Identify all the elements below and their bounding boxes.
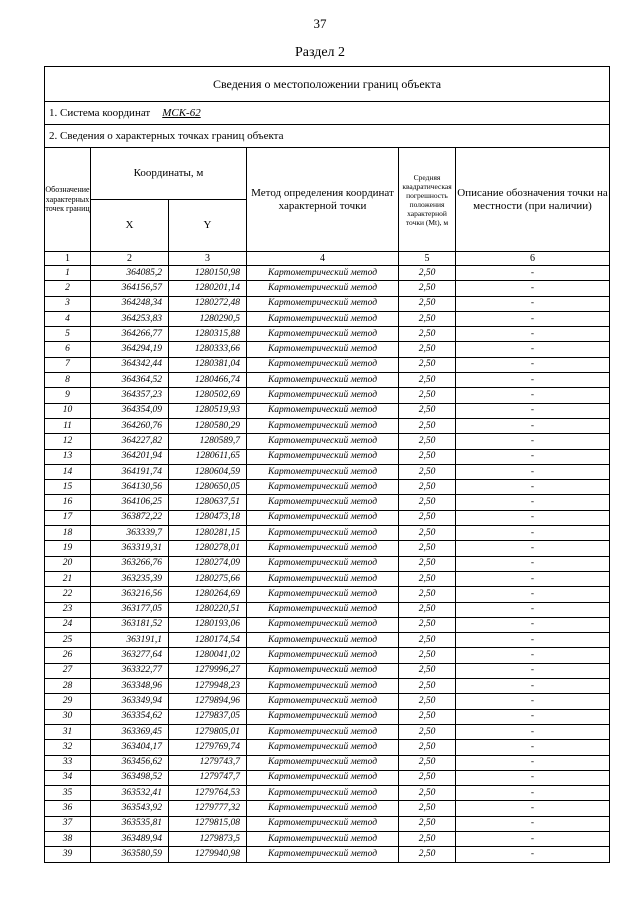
y-coordinate: 1280637,51 <box>169 495 247 510</box>
x-coordinate: 364130,56 <box>91 480 169 495</box>
description-cell: - <box>456 388 610 403</box>
point-number: 25 <box>45 633 91 648</box>
method-cell: Картометрический метод <box>247 357 399 372</box>
accuracy-cell: 2,50 <box>399 373 456 388</box>
y-coordinate: 1279873,5 <box>169 831 247 846</box>
table-row <box>45 296 610 311</box>
y-coordinate: 1280193,06 <box>169 617 247 632</box>
accuracy-cell: 2,50 <box>399 694 456 709</box>
table-row <box>45 724 610 739</box>
accuracy-cell: 2,50 <box>399 755 456 770</box>
table-row <box>45 755 610 770</box>
method-cell: Картометрический метод <box>247 831 399 846</box>
point-number: 1 <box>45 266 91 281</box>
y-coordinate: 1280174,54 <box>169 633 247 648</box>
description-cell: - <box>456 526 610 541</box>
x-coordinate: 363532,41 <box>91 786 169 801</box>
method-cell: Картометрический метод <box>247 602 399 617</box>
point-number: 16 <box>45 495 91 510</box>
y-coordinate: 1280272,48 <box>169 296 247 311</box>
point-number: 35 <box>45 786 91 801</box>
description-cell: - <box>456 694 610 709</box>
y-coordinate: 1280264,69 <box>169 587 247 602</box>
y-coordinate: 1279764,53 <box>169 786 247 801</box>
description-cell: - <box>456 831 610 846</box>
accuracy-cell: 2,50 <box>399 587 456 602</box>
x-coordinate: 364266,77 <box>91 327 169 342</box>
method-cell: Картометрический метод <box>247 770 399 785</box>
x-coordinate: 364191,74 <box>91 464 169 479</box>
description-cell: - <box>456 541 610 556</box>
method-cell: Картометрический метод <box>247 571 399 586</box>
table-body <box>45 67 610 863</box>
table-row <box>45 801 610 816</box>
y-coordinate: 1280275,66 <box>169 571 247 586</box>
y-coordinate: 1280220,51 <box>169 602 247 617</box>
y-coordinate: 1280580,29 <box>169 418 247 433</box>
x-coordinate: 364357,23 <box>91 388 169 403</box>
accuracy-cell: 2,50 <box>399 449 456 464</box>
method-cell: Картометрический метод <box>247 587 399 602</box>
point-number: 7 <box>45 357 91 372</box>
y-coordinate: 1279743,7 <box>169 755 247 770</box>
point-number: 12 <box>45 434 91 449</box>
y-coordinate: 1280278,01 <box>169 541 247 556</box>
description-cell: - <box>456 786 610 801</box>
table-row <box>45 510 610 525</box>
method-cell: Картометрический метод <box>247 418 399 433</box>
method-cell: Картометрический метод <box>247 495 399 510</box>
accuracy-cell: 2,50 <box>399 740 456 755</box>
method-cell: Картометрический метод <box>247 663 399 678</box>
point-number: 34 <box>45 770 91 785</box>
point-number: 23 <box>45 602 91 617</box>
x-coordinate: 363322,77 <box>91 663 169 678</box>
description-cell: - <box>456 602 610 617</box>
point-number: 10 <box>45 403 91 418</box>
description-cell: - <box>456 709 610 724</box>
y-coordinate: 1280604,59 <box>169 464 247 479</box>
description-cell: - <box>456 311 610 326</box>
method-cell: Картометрический метод <box>247 541 399 556</box>
accuracy-cell: 2,50 <box>399 266 456 281</box>
header-x: X <box>91 200 169 252</box>
point-number: 13 <box>45 449 91 464</box>
method-cell: Картометрический метод <box>247 786 399 801</box>
x-coordinate: 363181,52 <box>91 617 169 632</box>
coordinate-system-line <box>45 102 610 125</box>
point-number: 31 <box>45 724 91 739</box>
table-row <box>45 311 610 326</box>
point-number: 36 <box>45 801 91 816</box>
table-row <box>45 602 610 617</box>
accuracy-cell: 2,50 <box>399 770 456 785</box>
accuracy-cell: 2,50 <box>399 816 456 831</box>
x-coordinate: 363580,59 <box>91 847 169 862</box>
description-cell: - <box>456 633 610 648</box>
column-number: 5 <box>399 252 456 266</box>
description-cell: - <box>456 480 610 495</box>
table-row <box>45 786 610 801</box>
x-coordinate: 364227,82 <box>91 434 169 449</box>
x-coordinate: 363319,31 <box>91 541 169 556</box>
table-row <box>45 418 610 433</box>
table-row <box>45 556 610 571</box>
description-cell: - <box>456 663 610 678</box>
description-cell: - <box>456 617 610 632</box>
header-method: Метод определения координат характерной точки <box>247 148 399 252</box>
y-coordinate: 1279948,23 <box>169 679 247 694</box>
accuracy-cell: 2,50 <box>399 388 456 403</box>
description-cell: - <box>456 587 610 602</box>
description-cell: - <box>456 755 610 770</box>
accuracy-cell: 2,50 <box>399 633 456 648</box>
table-row <box>45 388 610 403</box>
section-title: Раздел 2 <box>294 45 346 60</box>
point-number: 30 <box>45 709 91 724</box>
method-cell: Картометрический метод <box>247 801 399 816</box>
description-cell: - <box>456 327 610 342</box>
description-cell: - <box>456 357 610 372</box>
table-title: Сведения о местоположении границ объекта <box>45 67 610 102</box>
x-coordinate: 364201,94 <box>91 449 169 464</box>
x-coordinate: 363369,45 <box>91 724 169 739</box>
x-coordinate: 364253,83 <box>91 311 169 326</box>
accuracy-cell: 2,50 <box>399 296 456 311</box>
description-cell: - <box>456 296 610 311</box>
column-number: 2 <box>91 252 169 266</box>
column-numbers-row <box>45 252 610 266</box>
accuracy-cell: 2,50 <box>399 724 456 739</box>
point-number: 32 <box>45 740 91 755</box>
x-coordinate: 363348,96 <box>91 679 169 694</box>
accuracy-cell: 2,50 <box>399 663 456 678</box>
y-coordinate: 1280274,09 <box>169 556 247 571</box>
x-coordinate: 363216,56 <box>91 587 169 602</box>
method-cell: Картометрический метод <box>247 694 399 709</box>
accuracy-cell: 2,50 <box>399 510 456 525</box>
accuracy-cell: 2,50 <box>399 464 456 479</box>
point-number: 18 <box>45 526 91 541</box>
method-cell: Картометрический метод <box>247 679 399 694</box>
point-number: 38 <box>45 831 91 846</box>
description-cell: - <box>456 464 610 479</box>
header-description: Описание обозначения точки на местности (при наличии) <box>456 148 610 252</box>
point-number: 17 <box>45 510 91 525</box>
accuracy-cell: 2,50 <box>399 648 456 663</box>
point-number: 11 <box>45 418 91 433</box>
table-row <box>45 663 610 678</box>
description-cell: - <box>456 449 610 464</box>
x-coordinate: 364106,25 <box>91 495 169 510</box>
method-cell: Картометрический метод <box>247 342 399 357</box>
description-cell: - <box>456 403 610 418</box>
x-coordinate: 363266,76 <box>91 556 169 571</box>
x-coordinate: 363235,39 <box>91 571 169 586</box>
y-coordinate: 1280333,66 <box>169 342 247 357</box>
point-number: 20 <box>45 556 91 571</box>
point-number: 29 <box>45 694 91 709</box>
y-coordinate: 1279894,96 <box>169 694 247 709</box>
point-number: 3 <box>45 296 91 311</box>
accuracy-cell: 2,50 <box>399 556 456 571</box>
x-coordinate: 363489,94 <box>91 831 169 846</box>
x-coordinate: 363191,1 <box>91 633 169 648</box>
accuracy-cell: 2,50 <box>399 418 456 433</box>
description-cell: - <box>456 770 610 785</box>
point-number: 9 <box>45 388 91 403</box>
description-cell: - <box>456 418 610 433</box>
accuracy-cell: 2,50 <box>399 526 456 541</box>
method-cell: Картометрический метод <box>247 709 399 724</box>
method-cell: Картометрический метод <box>247 434 399 449</box>
accuracy-cell: 2,50 <box>399 434 456 449</box>
point-number: 28 <box>45 679 91 694</box>
header-accuracy: Средняя квадратическая погрешность положения характерной точки (Mt), м <box>399 148 456 252</box>
method-cell: Картометрический метод <box>247 847 399 862</box>
method-cell: Картометрический метод <box>247 526 399 541</box>
description-cell: - <box>456 740 610 755</box>
x-coordinate: 364342,44 <box>91 357 169 372</box>
point-number: 4 <box>45 311 91 326</box>
accuracy-cell: 2,50 <box>399 801 456 816</box>
description-cell: - <box>456 495 610 510</box>
table-row <box>45 694 610 709</box>
method-cell: Картометрический метод <box>247 633 399 648</box>
description-cell: - <box>456 648 610 663</box>
method-cell: Картометрический метод <box>247 327 399 342</box>
accuracy-cell: 2,50 <box>399 342 456 357</box>
accuracy-cell: 2,50 <box>399 311 456 326</box>
accuracy-cell: 2,50 <box>399 786 456 801</box>
y-coordinate: 1279940,98 <box>169 847 247 862</box>
y-coordinate: 1280473,18 <box>169 510 247 525</box>
point-number: 27 <box>45 663 91 678</box>
point-number: 39 <box>45 847 91 862</box>
method-cell: Картометрический метод <box>247 266 399 281</box>
point-number: 5 <box>45 327 91 342</box>
table-row <box>45 342 610 357</box>
table-row <box>45 633 610 648</box>
x-coordinate: 364260,76 <box>91 418 169 433</box>
point-number: 26 <box>45 648 91 663</box>
column-number: 3 <box>169 252 247 266</box>
x-coordinate: 363543,92 <box>91 801 169 816</box>
table-row <box>45 373 610 388</box>
method-cell: Картометрический метод <box>247 296 399 311</box>
table-row <box>45 571 610 586</box>
description-cell: - <box>456 571 610 586</box>
coordinate-system-value: МСК-62 <box>162 107 201 119</box>
x-coordinate: 363349,94 <box>91 694 169 709</box>
table-row <box>45 847 610 862</box>
description-cell: - <box>456 724 610 739</box>
accuracy-cell: 2,50 <box>399 709 456 724</box>
accuracy-cell: 2,50 <box>399 571 456 586</box>
method-cell: Картометрический метод <box>247 816 399 831</box>
x-coordinate: 363339,7 <box>91 526 169 541</box>
column-number: 4 <box>247 252 399 266</box>
method-cell: Картометрический метод <box>247 617 399 632</box>
x-coordinate: 363277,64 <box>91 648 169 663</box>
method-cell: Картометрический метод <box>247 403 399 418</box>
accuracy-cell: 2,50 <box>399 495 456 510</box>
x-coordinate: 363177,05 <box>91 602 169 617</box>
x-coordinate: 363872,22 <box>91 510 169 525</box>
y-coordinate: 1280041,02 <box>169 648 247 663</box>
accuracy-cell: 2,50 <box>399 847 456 862</box>
table-row <box>45 770 610 785</box>
table-row <box>45 679 610 694</box>
point-number: 21 <box>45 571 91 586</box>
accuracy-cell: 2,50 <box>399 281 456 296</box>
point-number: 22 <box>45 587 91 602</box>
y-coordinate: 1279747,7 <box>169 770 247 785</box>
y-coordinate: 1280381,04 <box>169 357 247 372</box>
y-coordinate: 1280315,88 <box>169 327 247 342</box>
table-row <box>45 740 610 755</box>
method-cell: Картометрический метод <box>247 556 399 571</box>
method-cell: Картометрический метод <box>247 480 399 495</box>
accuracy-cell: 2,50 <box>399 541 456 556</box>
accuracy-cell: 2,50 <box>399 602 456 617</box>
table-row <box>45 403 610 418</box>
method-cell: Картометрический метод <box>247 281 399 296</box>
method-cell: Картометрический метод <box>247 724 399 739</box>
table-row <box>45 495 610 510</box>
method-cell: Картометрический метод <box>247 311 399 326</box>
accuracy-cell: 2,50 <box>399 480 456 495</box>
table-row <box>45 434 610 449</box>
description-cell: - <box>456 266 610 281</box>
method-cell: Картометрический метод <box>247 740 399 755</box>
y-coordinate: 1279777,32 <box>169 801 247 816</box>
method-cell: Картометрический метод <box>247 648 399 663</box>
x-coordinate: 364248,34 <box>91 296 169 311</box>
description-cell: - <box>456 679 610 694</box>
description-cell: - <box>456 801 610 816</box>
description-cell: - <box>456 434 610 449</box>
column-number: 1 <box>45 252 91 266</box>
table-row <box>45 281 610 296</box>
accuracy-cell: 2,50 <box>399 403 456 418</box>
table-row <box>45 357 610 372</box>
accuracy-cell: 2,50 <box>399 831 456 846</box>
method-cell: Картометрический метод <box>247 373 399 388</box>
description-cell: - <box>456 281 610 296</box>
accuracy-cell: 2,50 <box>399 679 456 694</box>
y-coordinate: 1279996,27 <box>169 663 247 678</box>
y-coordinate: 1280466,74 <box>169 373 247 388</box>
x-coordinate: 363404,17 <box>91 740 169 755</box>
description-cell: - <box>456 342 610 357</box>
points-section-label: 2. Сведения о характерных точках границ объекта <box>45 125 610 148</box>
point-number: 2 <box>45 281 91 296</box>
y-coordinate: 1280281,15 <box>169 526 247 541</box>
coordinate-system-label: 1. Система координат <box>49 107 151 119</box>
header-point-designation: Обозначение характерных точек границ <box>45 148 91 252</box>
table-row <box>45 526 610 541</box>
y-coordinate: 1280611,65 <box>169 449 247 464</box>
table-row <box>45 617 610 632</box>
page-number: 37 <box>313 16 327 31</box>
point-number: 15 <box>45 480 91 495</box>
table-row <box>45 587 610 602</box>
x-coordinate: 364294,19 <box>91 342 169 357</box>
x-coordinate: 364156,57 <box>91 281 169 296</box>
description-cell: - <box>456 510 610 525</box>
y-coordinate: 1280150,98 <box>169 266 247 281</box>
point-number: 19 <box>45 541 91 556</box>
y-coordinate: 1280502,69 <box>169 388 247 403</box>
table-row <box>45 831 610 846</box>
y-coordinate: 1279815,08 <box>169 816 247 831</box>
header-y: Y <box>169 200 247 252</box>
column-number: 6 <box>456 252 610 266</box>
description-cell: - <box>456 373 610 388</box>
y-coordinate: 1279837,05 <box>169 709 247 724</box>
y-coordinate: 1280589,7 <box>169 434 247 449</box>
table-row <box>45 266 610 281</box>
x-coordinate: 363535,81 <box>91 816 169 831</box>
description-cell: - <box>456 556 610 571</box>
x-coordinate: 363498,52 <box>91 770 169 785</box>
x-coordinate: 364085,2 <box>91 266 169 281</box>
x-coordinate: 364364,52 <box>91 373 169 388</box>
point-number: 37 <box>45 816 91 831</box>
y-coordinate: 1280650,05 <box>169 480 247 495</box>
table-row <box>45 816 610 831</box>
point-number: 24 <box>45 617 91 632</box>
method-cell: Картометрический метод <box>247 388 399 403</box>
method-cell: Картометрический метод <box>247 449 399 464</box>
description-cell: - <box>456 816 610 831</box>
y-coordinate: 1280519,93 <box>169 403 247 418</box>
table-row <box>45 709 610 724</box>
point-number: 14 <box>45 464 91 479</box>
x-coordinate: 363354,62 <box>91 709 169 724</box>
accuracy-cell: 2,50 <box>399 357 456 372</box>
y-coordinate: 1280201,14 <box>169 281 247 296</box>
point-number: 8 <box>45 373 91 388</box>
boundary-points-table <box>44 66 610 863</box>
y-coordinate: 1279769,74 <box>169 740 247 755</box>
accuracy-cell: 2,50 <box>399 617 456 632</box>
header-coordinates: Координаты, м <box>91 148 247 200</box>
point-number: 33 <box>45 755 91 770</box>
table-row <box>45 541 610 556</box>
x-coordinate: 364354,09 <box>91 403 169 418</box>
point-number: 6 <box>45 342 91 357</box>
table-row <box>45 449 610 464</box>
method-cell: Картометрический метод <box>247 464 399 479</box>
method-cell: Картометрический метод <box>247 510 399 525</box>
y-coordinate: 1279805,01 <box>169 724 247 739</box>
x-coordinate: 363456,62 <box>91 755 169 770</box>
y-coordinate: 1280290,5 <box>169 311 247 326</box>
table-row <box>45 327 610 342</box>
table-row <box>45 480 610 495</box>
method-cell: Картометрический метод <box>247 755 399 770</box>
accuracy-cell: 2,50 <box>399 327 456 342</box>
description-cell: - <box>456 847 610 862</box>
table-row <box>45 648 610 663</box>
table-row <box>45 464 610 479</box>
